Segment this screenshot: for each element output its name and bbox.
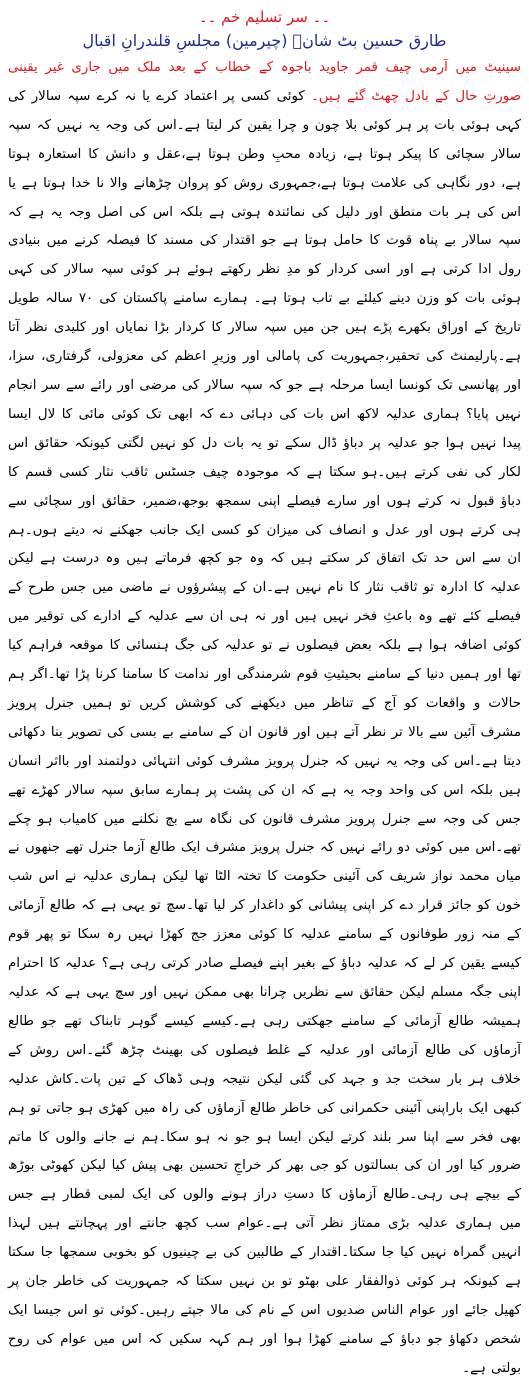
article-body [8,54,521,1384]
article-text: کوئی کسی پر اعتماد کرے یا نہ کرے سپہ سالار کی کہی ہوئی بات پر ہر کوئی بلا چون و چرا یقین کر لیتا ہے۔اس کی وجہ یہ نہیں کہ سپہ سالار سچائی کا پیکر ہوتا ہے، زیادہ محبِ وطن ہوتا ہے،عقل و دانش کا استعارہ ہوتا ہے، دور نگاہی کی علامت ہوتا ہے،جمہوری روش کو پروان چڑھانے والا نا خدا ہوتا ہے یا اس کی ہر بات منطق اور دلیل کی نمائندہ ہوتی ہے بلکہ اس کی اصل وجہ یہ ہے کہ سپہ سالار بے پناہ قوت کا حامل ہوتا ہے جو اقتدار کی مسند کا فیصلہ کرنے میں بنیادی رول ادا کرتی ہے اور اسی کردار کو مدِ نظر رکھتے ہوئے ہر کوئی سپہ سالار کی کہی ہوئی بات کو وزن دینے کیلئے بے تاب ہوتا ہے۔ ہمارے سامنے پاکستان کی ۷۰ سالہ طویل تاریخ کے اوراق بکھرے پڑے ہیں جن میں سپہ سالار کا کردار بڑا نمایاں اور کلیدی نظر آتا ہے۔پارلیمنٹ کی تحقیر،جمہوریت کی پامالی اور وزیرِ اعظم کی معزولی، گرفتاری، سزا، اور پھانسی تک کونسا ایسا مرحلہ ہے جو کہ سپہ سالار کی مرضی اور رائے سے سر انجام نہیں پایا؟ ہماری عدلیہ لاکھ اس بات کی دہائی دے کہ ابھی تک کوئی مائی کا لال ایسا پیدا نہیں ہوا جو عدلیہ پر دباؤ ڈال سکے تو یہ بات دل کو نہیں لگتی کیونکہ حقائق اس لکار کی نفی کرتے ہیں۔ہو سکتا ہے کہ موجودہ چیف جسٹس ثاقب نثار کسی قسم کا دباؤ قبول نہ کرتے ہوں اور سارے فیصلے اپنی سمجھ بوجھ،ضمیر، حقائق اور سچائی سے ہی کرتے ہوں اور عدل و انصاف کی میزان کو کسی ایک جانب جھکنے نہ دیتے ہوں۔ہم ان سے اس حد تک اتفاق کر سکتے ہیں کہ وہ جو کچھ فرماتے ہیں وہ درست ہے لیکن عدلیہ کا ادارہ تو ثاقب نثار کا نام نہیں ہے۔ان کے پیشرؤوں نے ماضی میں جس طرح کے فیصلے کئے تھے وہ باعثِ فخر نہیں ہیں اور نہ ہی ان سے عدلیہ کے ادارے کی توقیر میں کوئی اضافہ ہوا ہے بلکہ بعض فیصلوں نے تو عدلیہ کی جگ ہنسائی کا موقعہ فراہم کیا تھا اور ہمیں دنیا کے سامنے بحیثیتِ قوم شرمندگی اور ندامت کا سامنا کرنا پڑا تھا۔اگر ہم حالات و واقعات کو آج کے تناظر میں دیکھنے کی کوشش کریں تو ہمیں جنرل پرویز مشرف آئین سے بالا تر نظر آتے ہیں اور قانون ان کے سامنے بے بسی کی تصویر بنا دکھائی دیتا ہے۔اس کی وجہ یہ نہیں کہ جنرل پرویز مشرف کوئی انتہائی دولتمند اور بااثر انسان ہیں بلکہ اس کی واحد وجہ یہ ہے کہ ان کی پشت پر ہمارے سابق سپہ سالار کھڑے تھے جس کی وجہ سے جنرل پرویز مشرف قانون کی نگاہ سے بچ نکلنے میں کامیاب ہو چکے تھے۔اس میں کوئی دو رائے نہیں کہ جنرل پرویز مشرف ایک طالع آزما جنرل تھے جنھوں نے میاں محمد نواز شریف کی آئینی حکومت کا تختہ الٹا تھا لیکن ہماری عدلیہ نے اس شب خون کو جائز قرار دے کر اپنی پیشانی کو داغدار کر لیا تھا۔سچ تو یہی ہے کہ طالع آزمائی کے منہ زور طوفانوں کے سامنے عدلیہ کا کوئی معزز جج کھڑا نہیں رہ سکا تو پھر قوم کیسے یقین کر لے کہ عدلیہ دباؤ کے بغیر اپنے فیصلے صادر کرتی رہی ہے؟ عدلیہ کا احترام اپنی جگہ مسلم لیکن حقائق سے نظریں چرانا بھی ممکن نہیں اور سچ یہی ہے کہ عدلیہ ہمیشہ طالع آزمائی کے سامنے جھکتی رہی ہے۔کیسے کیسے گوہر تابناک تھے جو طالع آزماؤں کی طالع آزمائی اور عدلیہ کے غلط فیصلوں کی بھینٹ چڑھ گئے۔اس روش کے خلاف ہر بار سخت جد و جہد کی گئی لیکن نتیجہ وہی ڈھاک کے تین پات۔کاش عدلیہ کبھی ایک باراپنی آئینی حکمرانی کی خاطر طالع آزماؤں کی راہ میں کھڑی ہو جاتی تو ہم بھی فخر سے اپنا سر بلند کرتے لیکن ایسا ہو جو نہ ہو سکا۔ہم نے جانے والوں کا ماتم ضرور کیا اور ان کی بسالتوں کو جی بھر کر خراجِ تحسین بھی پیش کیا لیکن کھوٹی بوڑھ کے بیچے ہی رہی۔طالع آزماؤں کا دستِ دراز ہونے والوں کی ایک لمبی قطار ہے جس میں ہماری عدلیہ بڑی ممتاز نظر آتی ہے۔عوام سب کچھ جانتے اور پہچانتے ہیں لہذا انہیں گمراہ نہیں کیا جا سکتا۔اقتدار کے طالبین کی بے چینیوں کو بخوبی سمجھا جا سکتا ہے کیونکہ ہر کوئی ذوالفقار علی بھٹو تو بن نہیں سکتا کہ جمہوریت کی خاطر جان پر کھیل جائے اور عوام الناس صدیوں اس کے نام کی مالا جپتے رہیں۔کوئی تو اس جیسا ایک شخص دکھاؤ جو دباؤ کے سامنے کھڑا ہوا اور ہم کہہ سکیں کہ اس میں عوام کی روح بولتی ہے۔ [8,88,521,1376]
article-lead: سینیٹ میں آرمی چیف قمر جاوید باجوہ کے خطاب کے بعد ملک میں جاری غیر یقینی صورتِ حال کے بادل چھٹ گئے ہیں۔ [8,60,521,104]
author-byline: طارق حسین بٹ شانؔ (چیرمین) مجلسِ قلندرانِ اقبال [82,31,447,50]
article-title: ۔۔ سر تسلیم خم ۔۔ [198,8,331,26]
